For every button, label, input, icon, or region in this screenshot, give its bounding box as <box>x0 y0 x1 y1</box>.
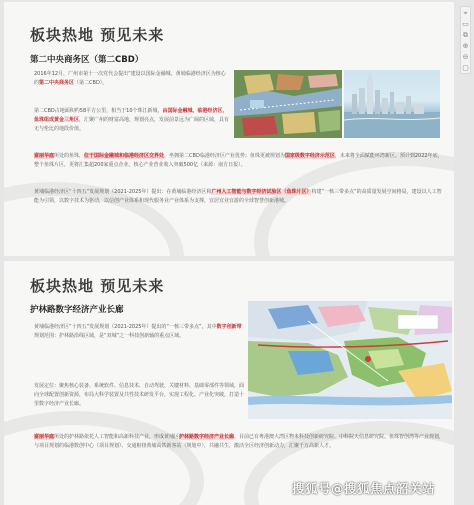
hulin-road-planning-map-image <box>248 301 452 419</box>
cbd-aerial-map-image <box>234 70 342 138</box>
slide-title: 板块热地 预见未来 <box>30 277 165 295</box>
paragraph-cbd: 第二CBD占地面积约58平方公里，相当于10个珠江新城，由国际金融城、临港经济区、鱼珠组成黄金三角区，汇聚广州的财富高地、规划亮点，发展前景远为广阔的区域，具有无与伦比的地段价值。 <box>34 108 230 132</box>
slide-second-cbd <box>4 2 454 256</box>
pin-icon[interactable]: ⌖ <box>463 9 468 17</box>
slide-title: 板块热地 预见未来 <box>30 26 165 44</box>
section-title: 第二中央商务区（第二CBD） <box>30 55 144 65</box>
zoom-out-icon[interactable]: ⊖ <box>462 53 469 61</box>
paragraph-hulin-corridor: 富丽华庭所处的护林路依托人工智能和高新科技产业，形成黄埔区护林路数字经济产业长廊，目前已有粤港澳大湾区物米科技创新研究院、中科院天信息研究院、鱼珠智创湾等产业规划，与项目规划的临港数创中心（项目规划）、交通枢纽黄埔高铁新客站（规划中），共融共生，激活全区经济创新动力，汇聚千万高新人才。 <box>34 434 445 449</box>
viewer-toolbar <box>460 6 471 74</box>
zoom-in-icon[interactable]: ⊕ <box>462 42 469 50</box>
section-title: 护林路数字经济产业长廊 <box>30 305 124 315</box>
document-icon[interactable]: ▭ <box>462 20 469 28</box>
background-swirl <box>4 411 204 505</box>
source-watermark: 搜狐号@搜狐焦点韶关站 <box>292 481 436 496</box>
paragraph-intro: 2016年12月，广州市第十一次党代会提出“建设以国际金融城、黄埔临港经济区为核心的第二中央商务区（第二CBD）。 <box>34 71 226 86</box>
city-skyline-photo <box>344 70 440 138</box>
paragraph-yuzhu: 富丽华庭所处的鱼珠，位于国际金融城和临港经济区交界处，坐拥第二CBD临港经济区产业优势；鱼珠更被规划为国家级数字经济示范区，未来将全面赋能环湾新区。预计到2022年底，整个鱼珠片区，更将汇集超200家重点企业，核心产业营业收入突破500亿（来源：南方日报）。 <box>34 153 443 168</box>
paragraph-14th-plan: 黄埔临港经济区“十四五”发展规划（2021-2025年）提出：在黄埔临港经济区和广州人工智能与数字经济试验区（鱼珠片区）构建“一核三带多点”的高质量发展空间格局，建设以人工智能为引领，以数字技术为驱动，以信创产业体系和现代服务业产业体系为支撑，宜居宜业宜游的全球智慧创新港城。 <box>34 189 442 204</box>
paragraph-innovation-belt: 黄埔临港经济区“十四五”发展规划（2021-2025年）提出的“一核三带多点”，其中数字创新带规划范围：护林路沿线区域，是“双城”之一科技创新轴的重点区域。 <box>34 324 242 339</box>
fit-icon[interactable]: ▢ <box>462 64 469 72</box>
paragraph-positioning: 发展定位：聚焦核心装备、系统软件、信息技术、自动驾驶、关键材料、基础零部件等领域，面向全球配置创新资源，布局大科学装置及共性技术研发平台，实现工程化、产业化突破，打造十里数字经济产业长廊。 <box>34 383 245 407</box>
copy-icon[interactable]: ⧉ <box>463 31 468 39</box>
slide-hulin-road <box>4 261 454 505</box>
